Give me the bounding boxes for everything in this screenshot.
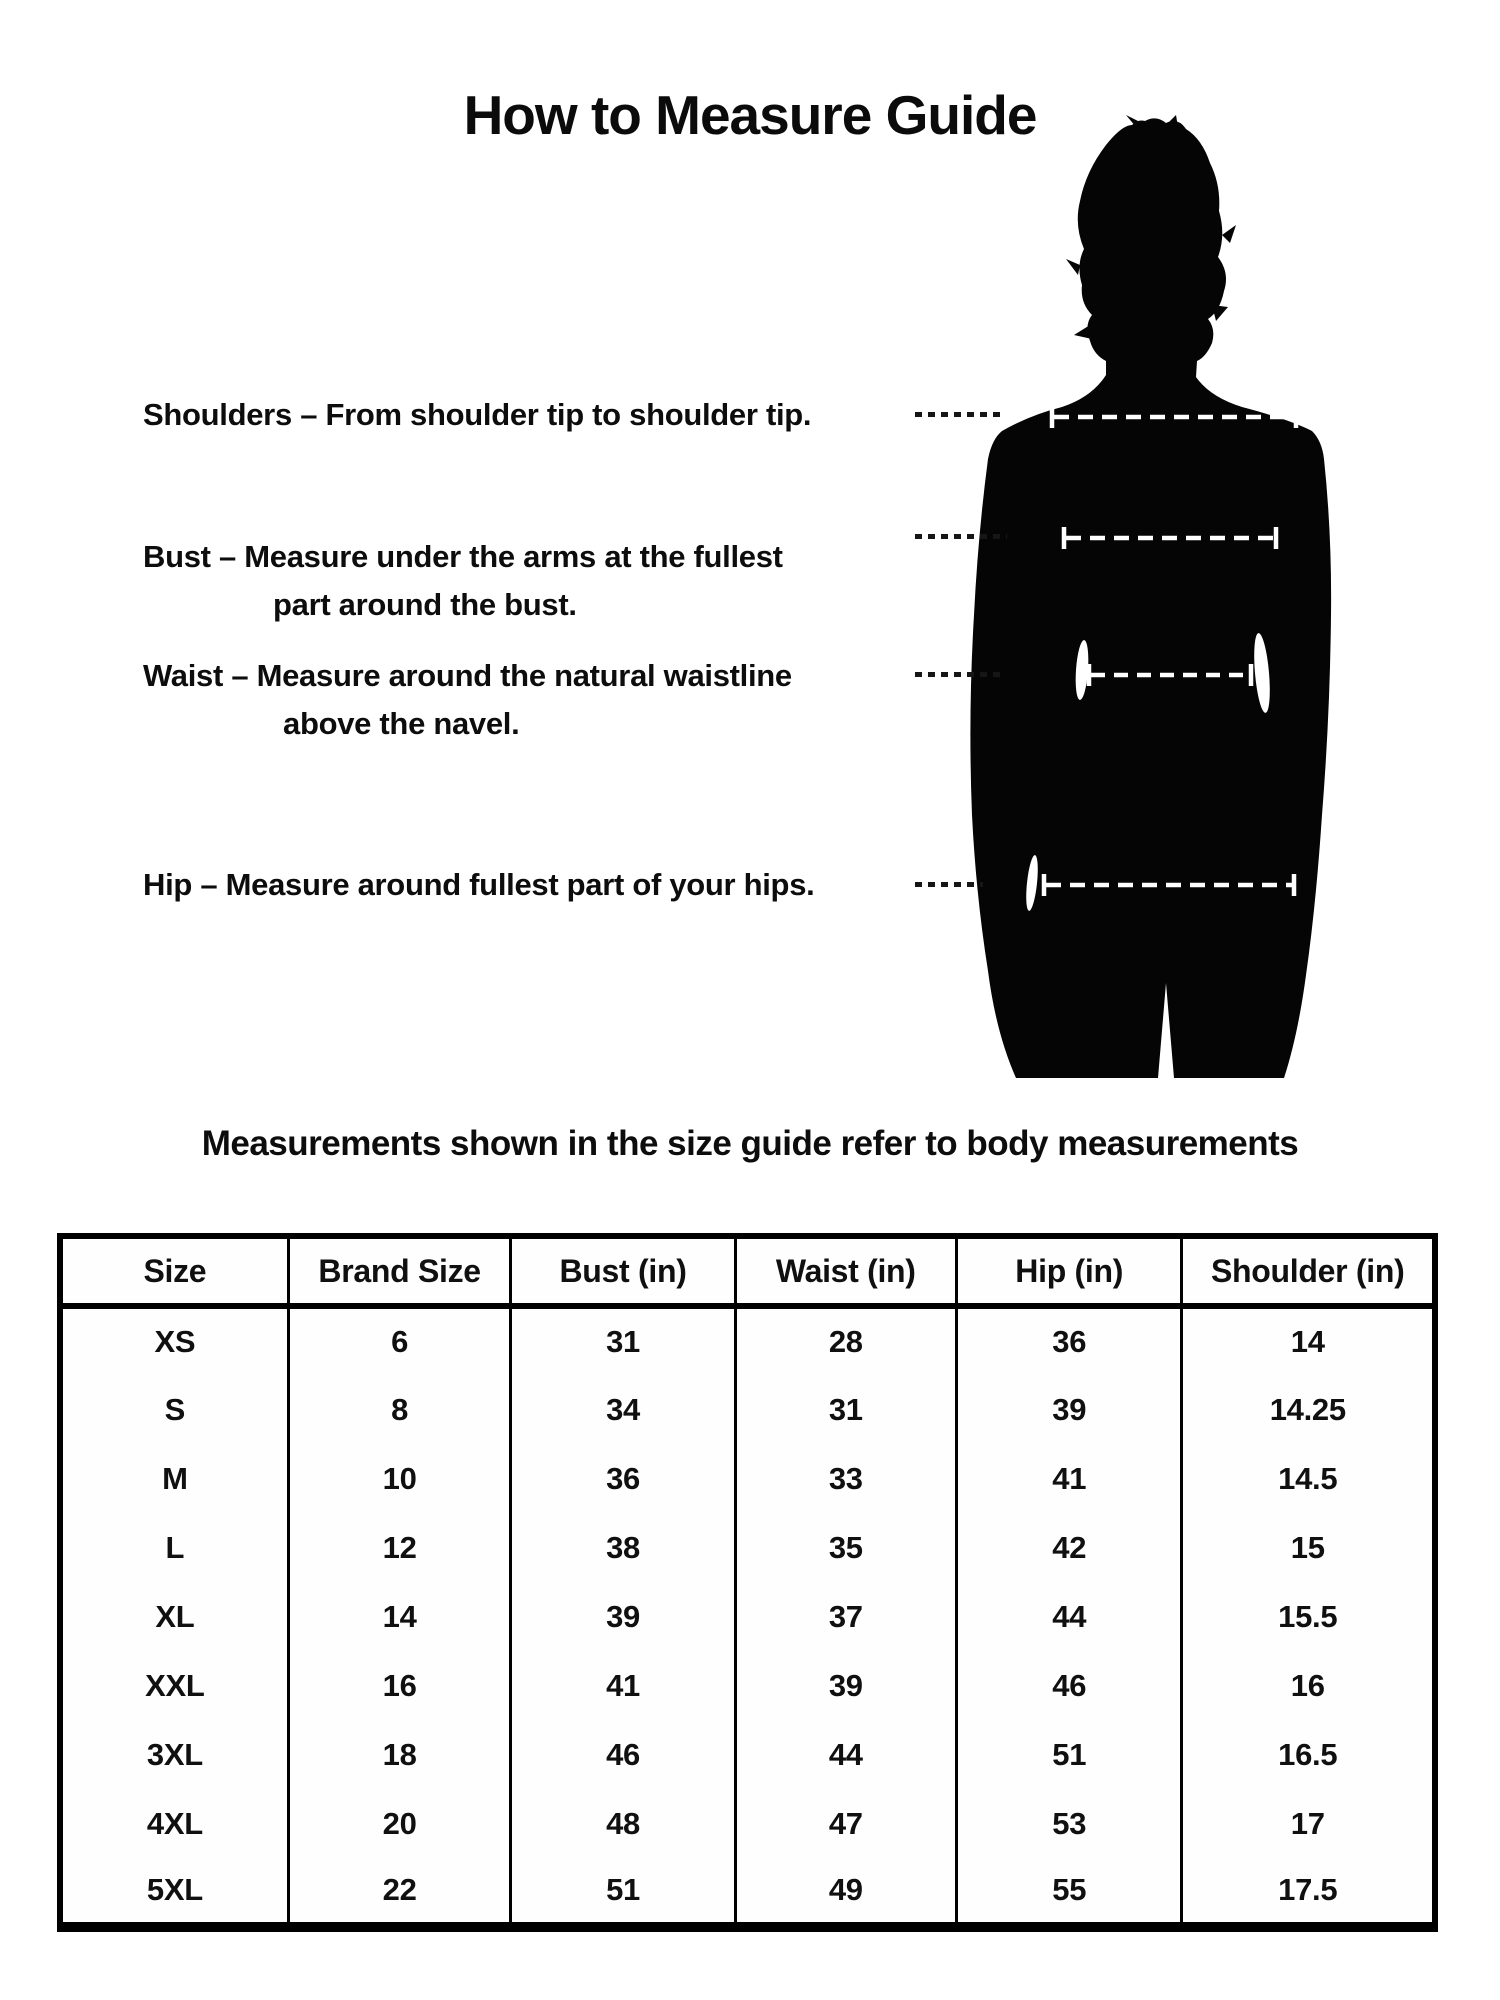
table-row [60, 1651, 1435, 1720]
column-header: Shoulder (in) [1182, 1236, 1435, 1306]
table-cell: 17.5 [1182, 1858, 1435, 1927]
shoulders-leader-dots [915, 412, 1003, 417]
table-cell: 35 [735, 1513, 956, 1582]
table-cell: 15 [1182, 1513, 1435, 1582]
table-row [60, 1789, 1435, 1858]
table-cell: 48 [511, 1789, 735, 1858]
table-cell: 39 [511, 1582, 735, 1651]
body-measurements-note: Measurements shown in the size guide refer to body measurements [201, 1124, 1299, 1163]
table-cell: 51 [511, 1858, 735, 1927]
shoulders-label [143, 391, 811, 439]
table-cell: 41 [511, 1651, 735, 1720]
table-cell: 16 [1182, 1651, 1435, 1720]
bust-label-text: Bust – Measure under the arms at the fullest [143, 539, 783, 574]
column-header: Brand Size [288, 1236, 511, 1306]
size-table-body [60, 1306, 1435, 1927]
table-cell: 31 [511, 1306, 735, 1375]
table-cell: 4XL [146, 1805, 203, 1841]
table-cell: 33 [735, 1444, 956, 1513]
table-cell: XL [155, 1598, 195, 1634]
table-cell: 49 [735, 1858, 956, 1927]
table-cell: L [165, 1529, 185, 1565]
table-cell: 55 [956, 1858, 1182, 1927]
table-cell: 15.5 [1182, 1582, 1435, 1651]
column-header: Size [60, 1236, 288, 1306]
table-row [60, 1513, 1435, 1582]
table-cell: 53 [956, 1789, 1182, 1858]
hip-label [143, 861, 814, 909]
column-header: Bust (in) [511, 1236, 735, 1306]
bust-label [143, 533, 783, 629]
table-cell: 22 [288, 1858, 511, 1927]
table-row [60, 1306, 1435, 1375]
table-cell: 6 [288, 1306, 511, 1375]
table-cell: 51 [956, 1720, 1182, 1789]
table-cell: 3XL [146, 1736, 203, 1772]
table-cell: 18 [288, 1720, 511, 1789]
bust-leader-dots [915, 534, 1007, 539]
table-cell: 14.5 [1182, 1444, 1435, 1513]
table-cell: XXL [145, 1667, 205, 1703]
table-cell: 46 [956, 1651, 1182, 1720]
table-cell: 38 [511, 1513, 735, 1582]
waist-leader-dots [915, 672, 1001, 677]
table-row [60, 1582, 1435, 1651]
table-row [60, 1858, 1435, 1927]
page-title: How to Measure Guide [463, 84, 1037, 146]
female-silhouette-figure [940, 115, 1360, 1080]
table-cell: 10 [288, 1444, 511, 1513]
table-cell: 36 [956, 1306, 1182, 1375]
table-row [60, 1720, 1435, 1789]
table-cell: 14 [1182, 1306, 1435, 1375]
table-cell: 28 [735, 1306, 956, 1375]
waist-label-text: Waist – Measure around the natural waistline [143, 658, 792, 693]
table-cell: 44 [735, 1720, 956, 1789]
table-cell: 37 [735, 1582, 956, 1651]
table-cell: 46 [511, 1720, 735, 1789]
table-cell: 16.5 [1182, 1720, 1435, 1789]
column-header: Waist (in) [735, 1236, 956, 1306]
table-cell: 36 [511, 1444, 735, 1513]
table-cell: 34 [511, 1375, 735, 1444]
header-row [60, 1236, 1435, 1306]
shoulders-label-text: Shoulders – From shoulder tip to shoulder tip. [143, 397, 812, 432]
table-cell: 5XL [146, 1872, 203, 1907]
table-cell: 42 [956, 1513, 1182, 1582]
table-row [60, 1444, 1435, 1513]
table-cell: 14 [288, 1582, 511, 1651]
table-cell: 44 [956, 1582, 1182, 1651]
table-cell: M [162, 1460, 188, 1496]
table-cell: 31 [735, 1375, 956, 1444]
table-row [60, 1375, 1435, 1444]
size-table-header [60, 1236, 1435, 1306]
table-cell: 8 [288, 1375, 511, 1444]
waist-label-text-line2: above the navel. [283, 706, 520, 741]
table-cell: 39 [735, 1651, 956, 1720]
table-cell: 39 [956, 1375, 1182, 1444]
table-cell: 41 [956, 1444, 1182, 1513]
size-table [57, 1233, 1438, 1932]
bust-label-text-line2: part around the bust. [273, 587, 577, 622]
table-cell: 16 [288, 1651, 511, 1720]
table-cell: XS [154, 1324, 196, 1359]
table-cell: S [164, 1391, 186, 1427]
silhouette-body [970, 115, 1331, 1078]
table-cell: 17 [1182, 1789, 1435, 1858]
table-cell: 14.25 [1182, 1375, 1435, 1444]
table-cell: 47 [735, 1789, 956, 1858]
hip-label-text: Hip – Measure around fullest part of your hips. [143, 867, 815, 902]
table-cell: 12 [288, 1513, 511, 1582]
waist-label [143, 652, 792, 748]
column-header: Hip (in) [956, 1236, 1182, 1306]
table-cell: 20 [288, 1789, 511, 1858]
hip-leader-dots [915, 882, 983, 887]
